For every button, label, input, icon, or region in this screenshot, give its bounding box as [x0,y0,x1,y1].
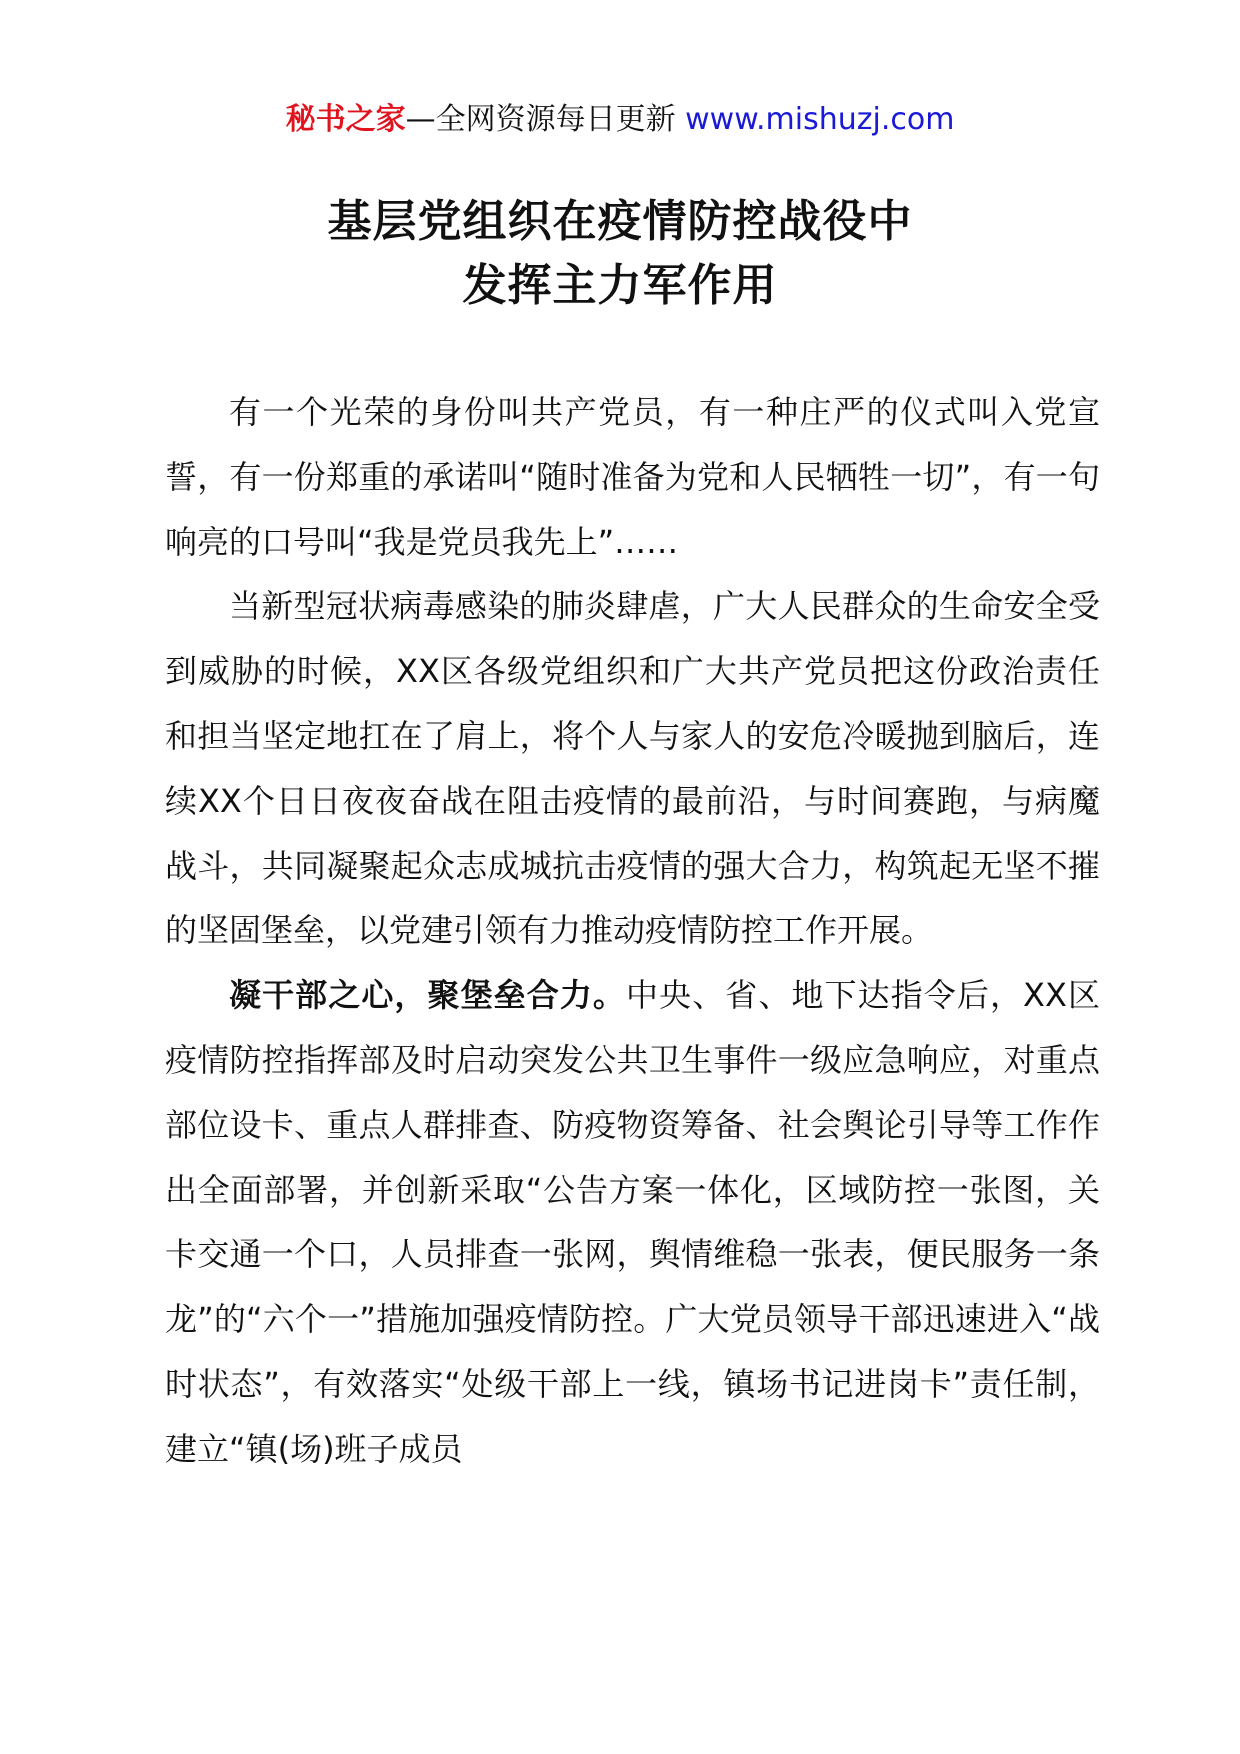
document-body [165,380,1100,1482]
paragraph-3-lead: 凝干部之心，聚堡垒合力。 [229,976,627,1015]
site-tagline: —全网资源每日更新 [405,102,686,137]
title-line-1: 基层党组织在疫情防控战役中 [327,196,913,247]
brand-name: 秘书之家 [285,102,406,137]
site-header [0,100,1240,140]
title-line-2: 发挥主力军作用 [462,260,778,311]
paragraph-1: 有一个光荣的身份叫共产党员，有一种庄严的仪式叫入党宣誓，有一份郑重的承诺叫“随时准备为党和人民牺牲一切”，有一句响亮的口号叫“我是党员我先上”…… [165,393,1100,561]
paragraph-3-text: 中央、省、地下达指令后，XX区疫情防控指挥部及时启动突发公共卫生事件一级应急响应，对重点部位设卡、重点人群排查、防疫物资筹备、社会舆论引导等工作作出全面部署，并创新采取“公告方案一体化，区域防控一张图，关卡交通一个口，人员排查一张网，舆情维稳一张表，便民服务一条龙”的“六个一”措施加强疫情防控。广大党员领导干部迅速进入“战时状态”，有效落实“处级干部上一线，镇场书记进岗卡”责任制，建立“镇(场)班子成员 [165,976,1100,1468]
site-url-link[interactable]: www.mishuzj.com [685,102,955,137]
paragraph-2: 当新型冠状病毒感染的肺炎肆虐，广大人民群众的生命安全受到威胁的时候，XX区各级党组织和广大共产党员把这份政治责任和担当坚定地扛在了肩上，将个人与家人的安危冷暖抛到脑后，连续XX个日日夜夜奋战在阻击疫情的最前沿，与时间赛跑，与病魔战斗，共同凝聚起众志成城抗击疫情的强大合力，构筑起无坚不摧的坚固堡垒，以党建引领有力推动疫情防控工作开展。 [165,587,1100,950]
document-title [0,190,1240,318]
paragraph-3 [165,963,1100,1481]
